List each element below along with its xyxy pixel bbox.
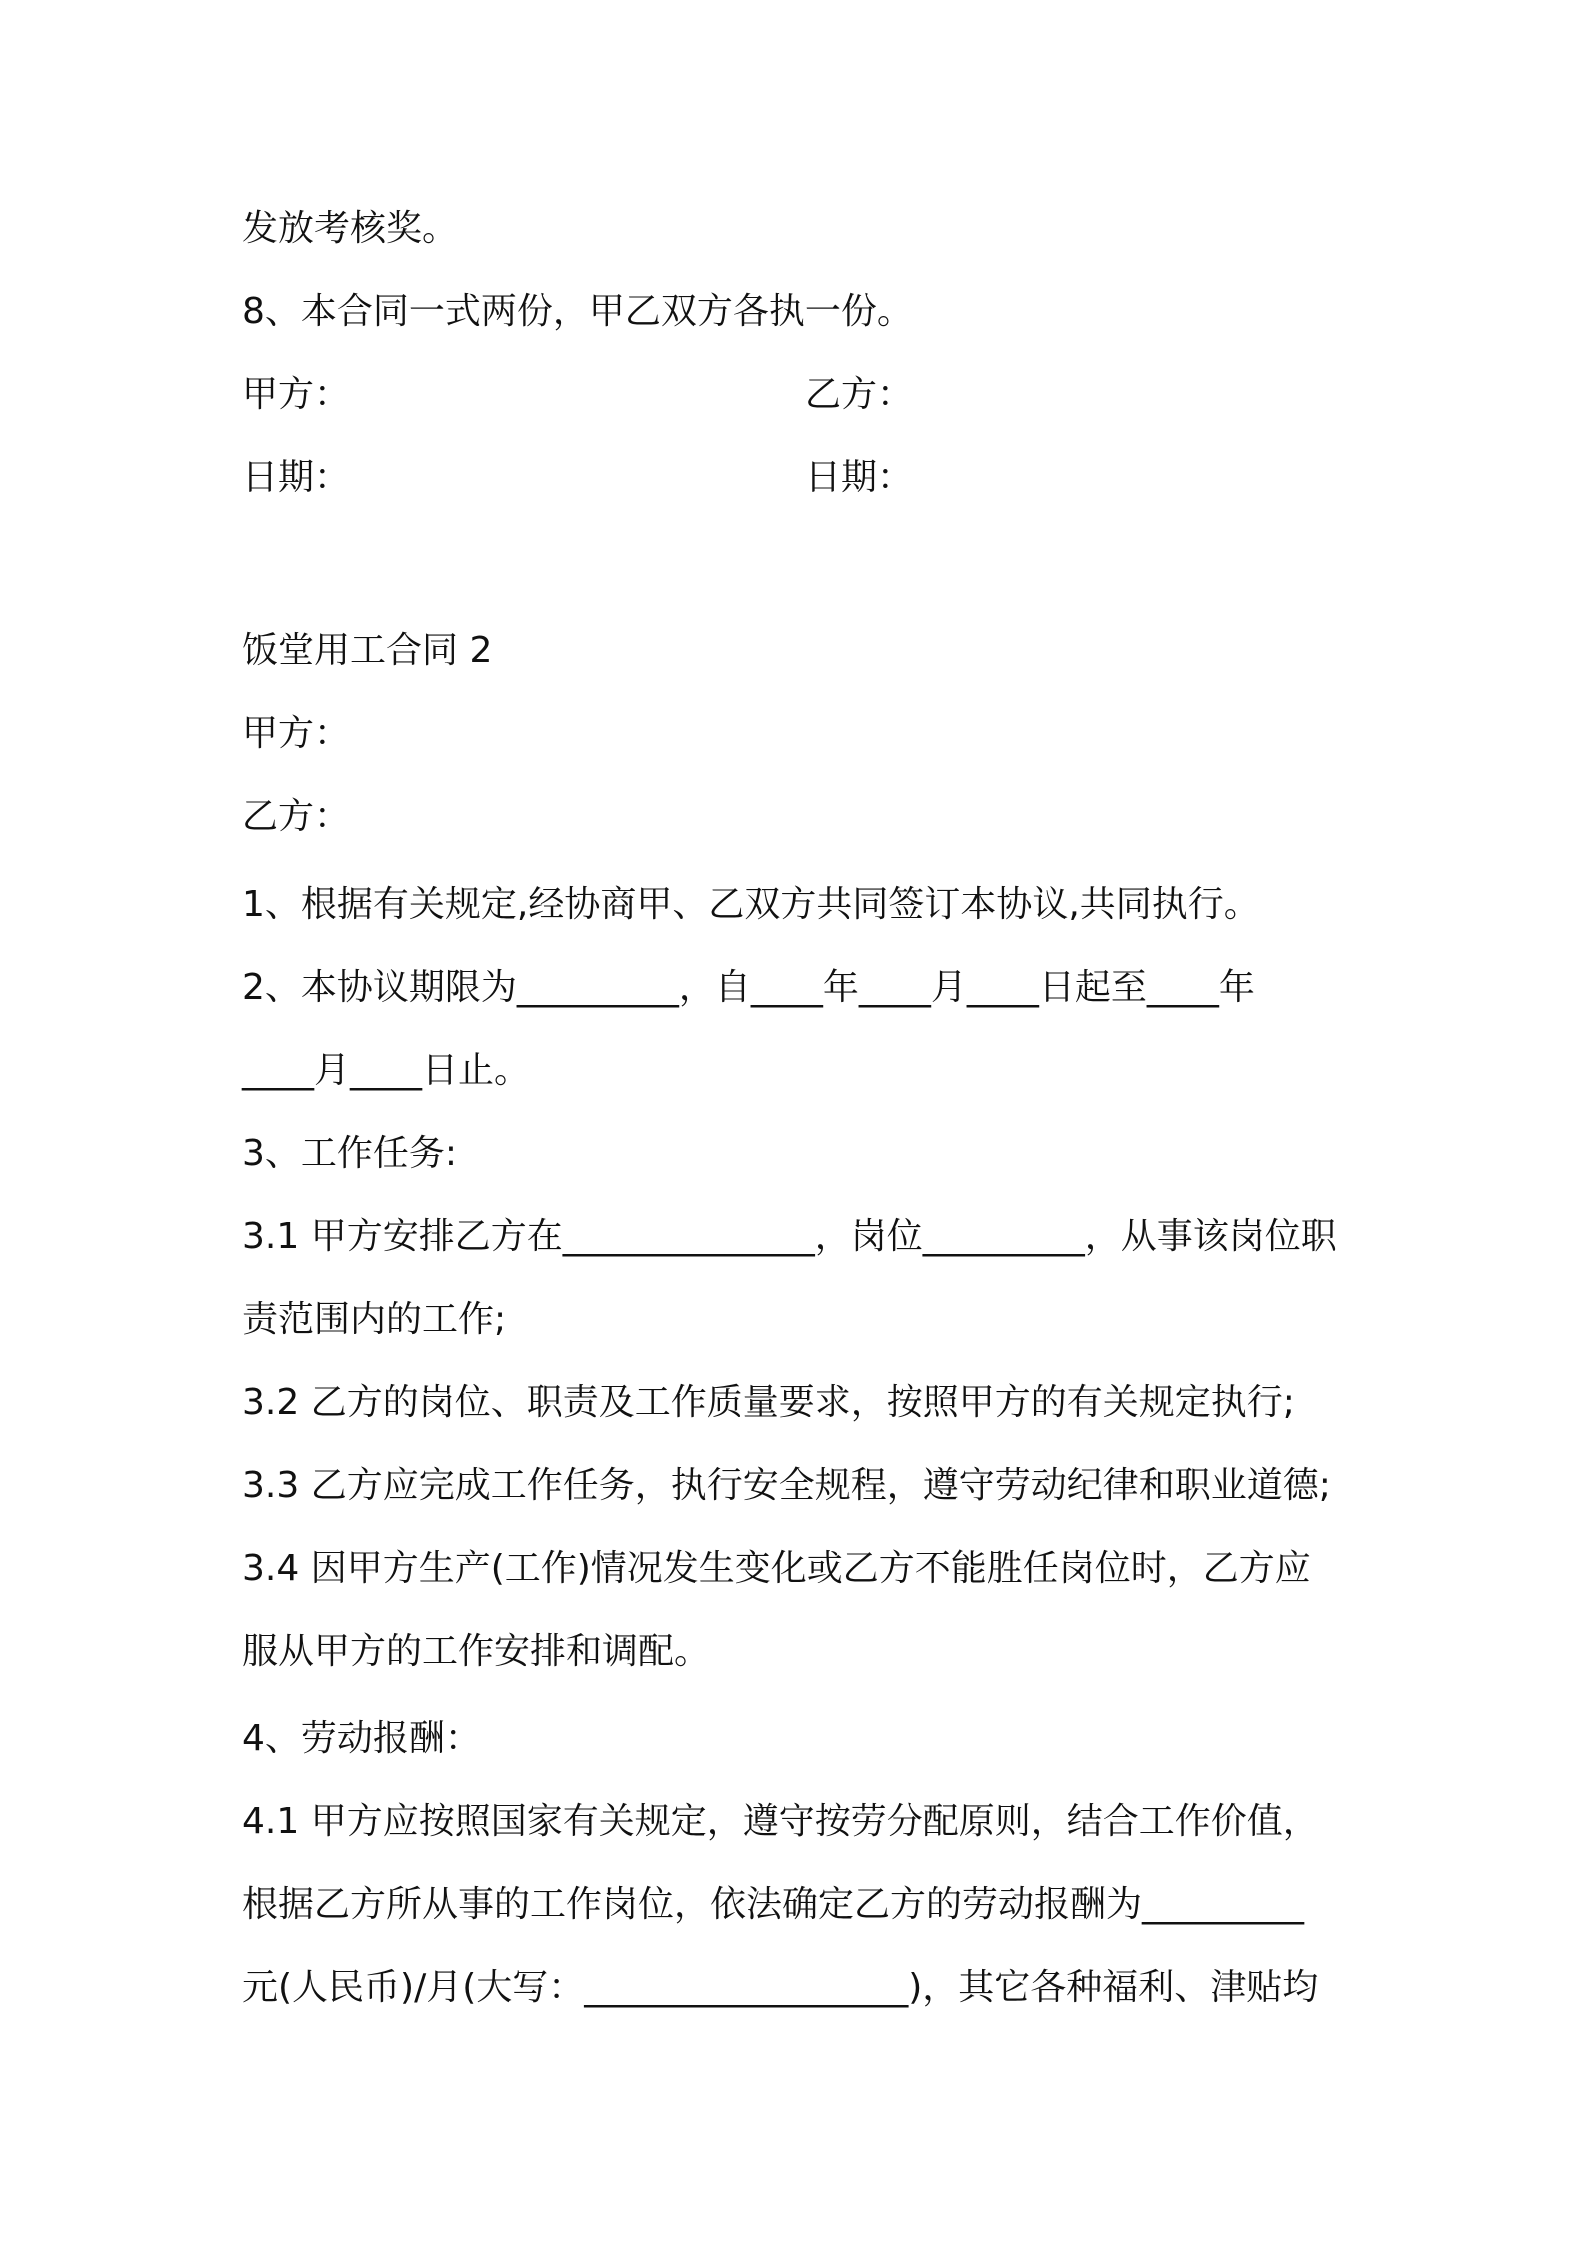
text-line: 3.4 因甲方生产(工作)情况发生变化或乙方不能胜任岗位时，乙方应 [242, 1548, 1311, 1589]
text-line: 4.1 甲方应按照国家有关规定，遵守按劳分配原则，结合工作价值， [242, 1801, 1319, 1842]
text-line: 服从甲方的工作安排和调配。 [242, 1631, 711, 1672]
text-line: 元(人民币)/月(大写：__________________)，其它各种福利、津贴均 [242, 1967, 1319, 2008]
text-line: 1、根据有关规定,经协商甲、乙双方共同签订本协议,共同执行。 [242, 884, 1260, 925]
text-line: 根据乙方所从事的工作岗位，依法确定乙方的劳动报酬为_________ [242, 1884, 1305, 1925]
signature-date-b: 日期： [805, 457, 914, 498]
text-line: 乙方： [242, 796, 351, 837]
text-line: 3.1 甲方安排乙方在______________，岗位_________，从事该岗位职 [242, 1216, 1337, 1257]
text-line: 4、劳动报酬： [242, 1718, 481, 1759]
text-line: 2、本协议期限为_________，自____年____月____日起至____年 [242, 967, 1255, 1008]
signature-party-a: 甲方： [242, 374, 351, 415]
text-line: 8、本合同一式两份，甲乙双方各执一份。 [242, 291, 913, 332]
text-line: 3.3 乙方应完成工作任务，执行安全规程，遵守劳动纪律和职业道德; [242, 1465, 1331, 1506]
signature-date-a: 日期： [242, 457, 351, 498]
text-line: 甲方： [242, 713, 351, 754]
section-title: 饭堂用工合同 2 [242, 630, 493, 671]
text-line: 责范围内的工作; [242, 1299, 507, 1340]
text-line: ____月____日止。 [242, 1050, 531, 1091]
text-line: 发放考核奖。 [242, 208, 459, 249]
text-line: 3.2 乙方的岗位、职责及工作质量要求，按照甲方的有关规定执行; [242, 1382, 1295, 1423]
text-line: 3、工作任务: [242, 1133, 458, 1174]
signature-party-b: 乙方： [805, 374, 914, 415]
